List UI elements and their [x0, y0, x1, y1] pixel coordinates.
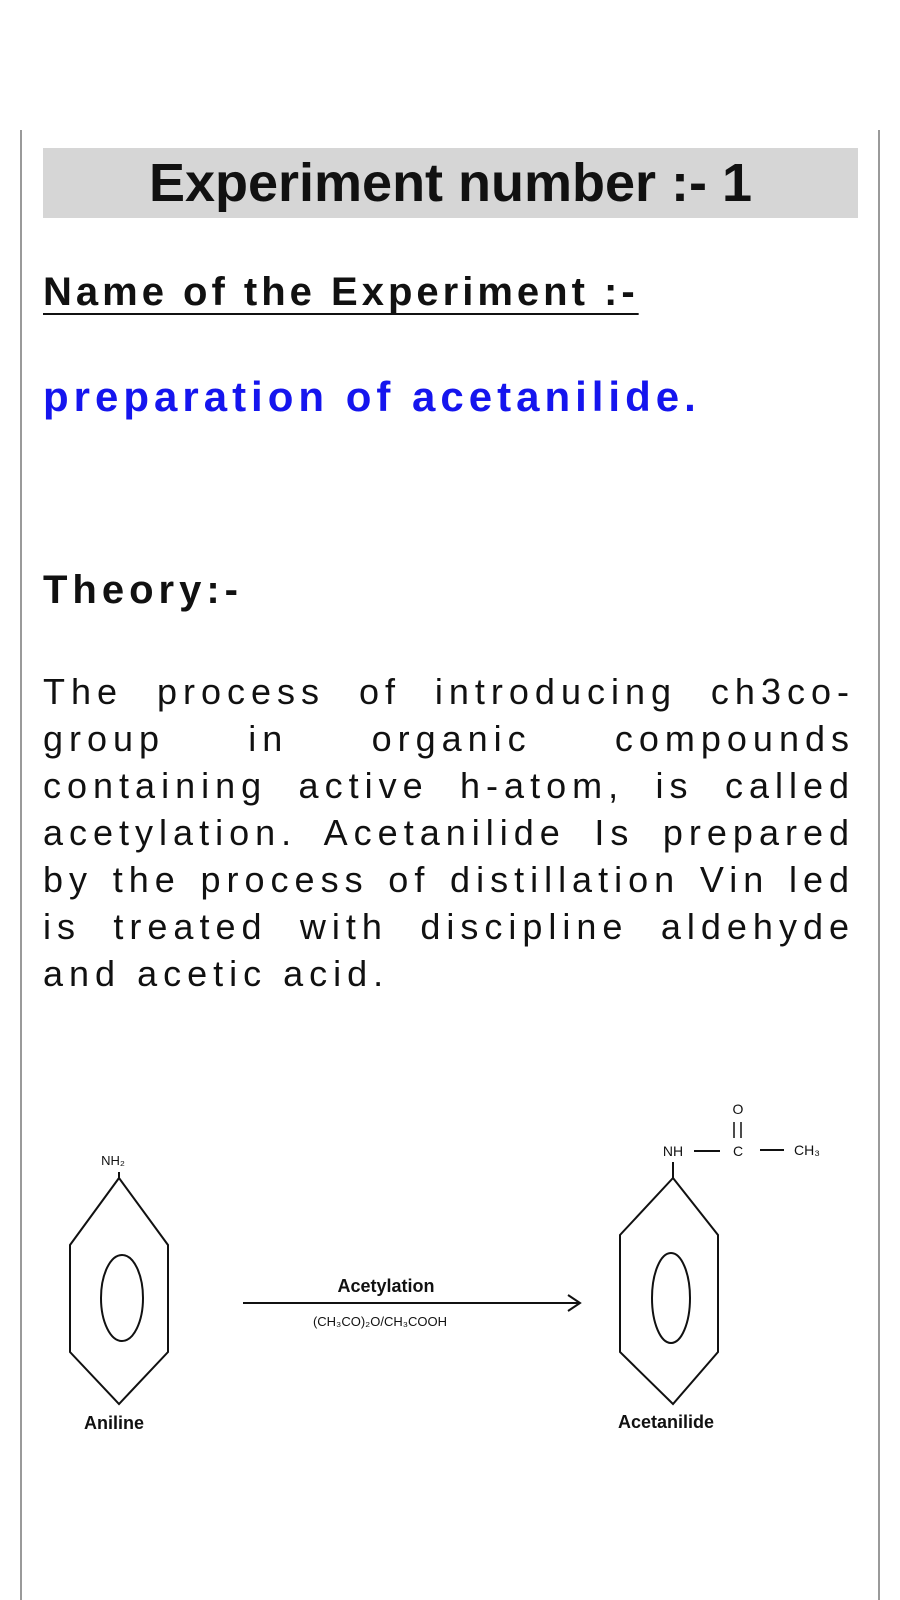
experiment-name: preparation of acetanilide.	[43, 373, 701, 420]
product-nh-label: NH	[662, 1143, 684, 1159]
product-ch3-label: CH₃	[794, 1142, 820, 1158]
product-o-label: O	[732, 1101, 744, 1117]
aniline-structure	[70, 1153, 168, 1433]
theory-paragraph: The process of introducing ch3co- group in organic compounds containing active h-atom, is called acetylation. Acetanilide Is prepared by the process of distillation Vin led is treated with discipline aldehyde and acetic acid.	[43, 671, 855, 994]
acetylation-reaction-diagram	[40, 1100, 860, 1480]
experiment-name-heading: Name of the Experiment :-	[43, 270, 639, 314]
arrow-label-acetylation: Acetylation	[337, 1276, 435, 1296]
acetanilide-structure	[618, 1101, 820, 1432]
aniline-nh2-label: NH₂	[101, 1153, 125, 1168]
acetanilide-label: Acetanilide	[617, 1412, 715, 1432]
experiment-title: Experiment number :- 1	[43, 148, 858, 218]
reaction-arrow	[243, 1276, 580, 1329]
aniline-label: Aniline	[83, 1413, 145, 1433]
theory-heading: Theory:-	[43, 568, 243, 612]
product-c-label: C	[732, 1143, 744, 1159]
arrow-label-reagents: (CH₃CO)₂O/CH₃COOH	[312, 1314, 448, 1329]
